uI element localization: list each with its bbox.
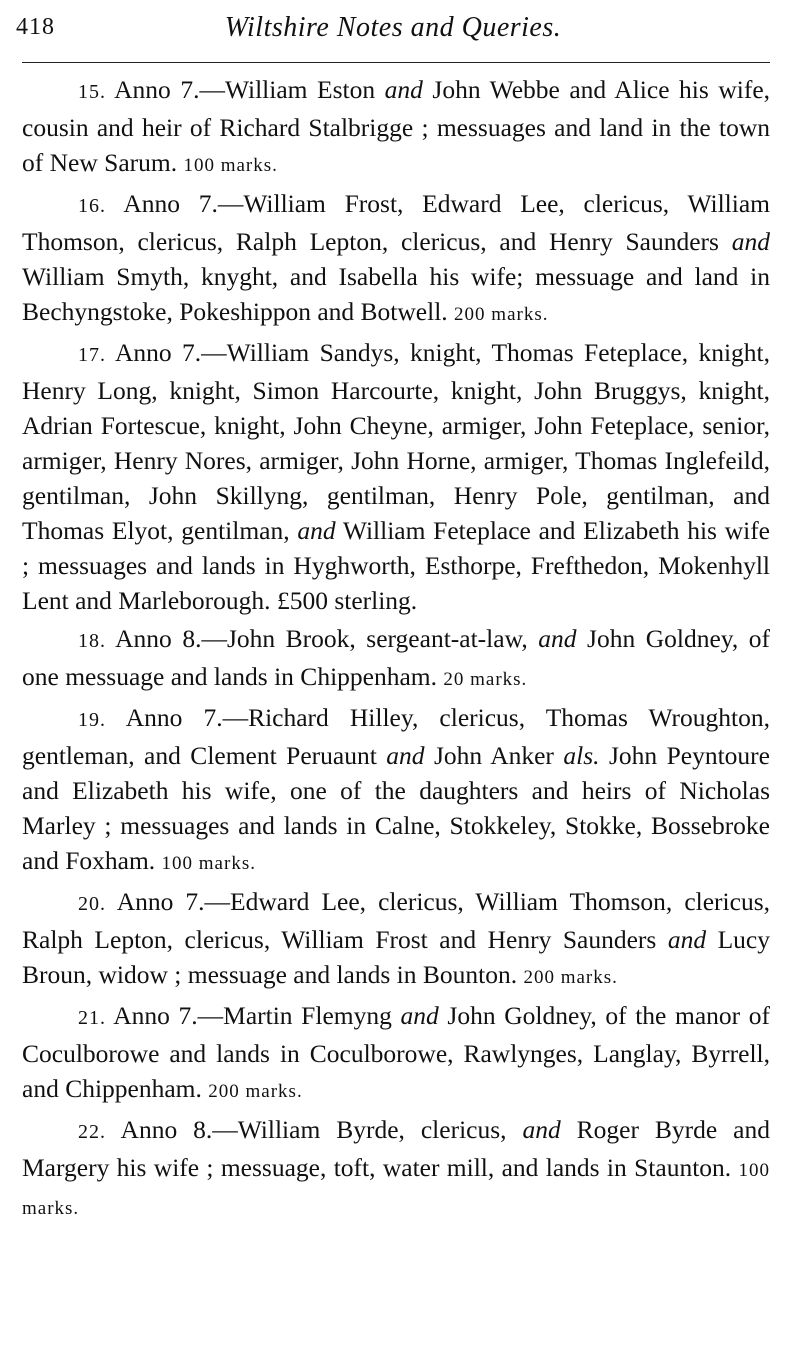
- entry-text: Roger Byrde and Margery his wife ; messuage, toft, water mill, and lands in Staunton.: [22, 1115, 770, 1182]
- entry-anno: Anno 7.—William Sandys, knight, Thomas Feteplace, knight, Henry Long, knight, Simon Harcourte, knight, John Bruggys, knight, Adrian Fortescue, knight, John Cheyne, armiger, John Feteplace, senior, armiger, Henry Nores, armiger, John Horne, armiger, Thomas Inglefeild, gentilman, John Skillyng, gentilman, Henry Pole, gentilman, and Thomas Elyot, gentilman,: [22, 338, 771, 545]
- entry-amount: 100 marks.: [183, 155, 278, 176]
- entry-and: and: [386, 741, 425, 770]
- entry-amount: 100 marks.: [22, 1160, 770, 1219]
- entry-and: and: [297, 516, 336, 545]
- entry-als: als.: [563, 741, 600, 770]
- entry-number: 22.: [78, 1121, 106, 1143]
- entry-anno: Anno 8.—William Byrde, clericus,: [120, 1115, 507, 1144]
- entry-amount: 200 marks.: [208, 1081, 303, 1102]
- entry-number: 16.: [78, 195, 106, 217]
- entry-number: 17.: [78, 344, 106, 366]
- entry-number: 18.: [78, 630, 106, 652]
- document-body: [22, 72, 770, 1229]
- entry-21: [22, 998, 770, 1109]
- entry-anno: Anno 7.—Martin Flemyng: [113, 1001, 392, 1030]
- entry-number: 21.: [78, 1007, 106, 1029]
- entry-and: and: [538, 624, 577, 653]
- entry-and: and: [400, 1001, 439, 1030]
- entry-number: 20.: [78, 893, 106, 915]
- entry-amount: 200 marks.: [454, 304, 549, 325]
- entry-anno: Anno 7.—William Eston: [114, 75, 376, 104]
- entry-text: Lucy Broun, widow ; messuage and lands in Bounton.: [22, 925, 771, 989]
- entry-anno: Anno 7.—Edward Lee, clericus, William Thomson, clericus, Ralph Lepton, clericus, William Frost and Henry Saunders: [22, 887, 771, 954]
- entry-text: John Webbe and Alice his wife, cousin and heir of Richard Stalbrigge ; messuages and land in the town of New Sarum.: [22, 75, 771, 177]
- page-number: 418: [16, 14, 55, 40]
- entry-text-a: John Anker: [433, 741, 554, 770]
- entry-16: [22, 186, 770, 332]
- entry-anno: Anno 7.—Richard Hilley, clericus, Thomas Wroughton, gentleman, and Clement Peruaunt: [22, 703, 770, 770]
- entry-22: [22, 1112, 770, 1226]
- entry-amount: 20 marks.: [443, 669, 528, 690]
- entry-19: [22, 700, 770, 881]
- running-title: Wiltshire Notes and Queries.: [224, 12, 562, 43]
- entry-and: and: [667, 925, 707, 954]
- entry-anno: Anno 8.—John Brook, sergeant-at-law,: [115, 624, 528, 653]
- page-header: [16, 10, 770, 50]
- entry-text: John Peyntoure and Elizabeth his wife, one of the daughters and heirs of Nicholas Marley ; messuages and lands in Calne, Stokkeley, Stokke, Bossebroke and Foxham.: [22, 741, 770, 875]
- entry-and: and: [384, 75, 423, 104]
- entry-and: and: [522, 1115, 561, 1144]
- entry-text: John Goldney, of one messuage and lands in Chippenham.: [22, 624, 771, 691]
- entry-20: [22, 884, 770, 995]
- entry-text: William Smyth, knyght, and Isabella his wife; messuage and land in Bechyngstoke, Pokeshippon and Botwell.: [22, 262, 770, 326]
- entry-text: William Feteplace and Elizabeth his wife ; messuages and lands in Hyghworth, Esthorpe, Frefthedon, Mokenhyll Lent and Marleborough.: [22, 516, 770, 615]
- entry-anno: Anno 7.—William Frost, Edward Lee, clericus, William Thomson, clericus, Ralph Lepton, clericus, and Henry Saunders: [22, 189, 770, 256]
- entry-17: [22, 335, 770, 618]
- entry-18: [22, 621, 770, 697]
- entry-15: [22, 72, 770, 183]
- entry-amount: £500 sterling.: [276, 586, 418, 615]
- entry-amount: 100 marks.: [161, 853, 256, 874]
- entry-number: 19.: [78, 709, 106, 731]
- header-rule: [22, 62, 770, 63]
- entry-amount: 200 marks.: [523, 967, 618, 988]
- entry-number: 15.: [78, 81, 106, 103]
- entry-text: John Goldney, of the manor of Coculborowe and lands in Coculborowe, Rawlynges, Langlay, Byrrell, and Chippenham.: [22, 1001, 771, 1103]
- entry-and: and: [731, 227, 770, 256]
